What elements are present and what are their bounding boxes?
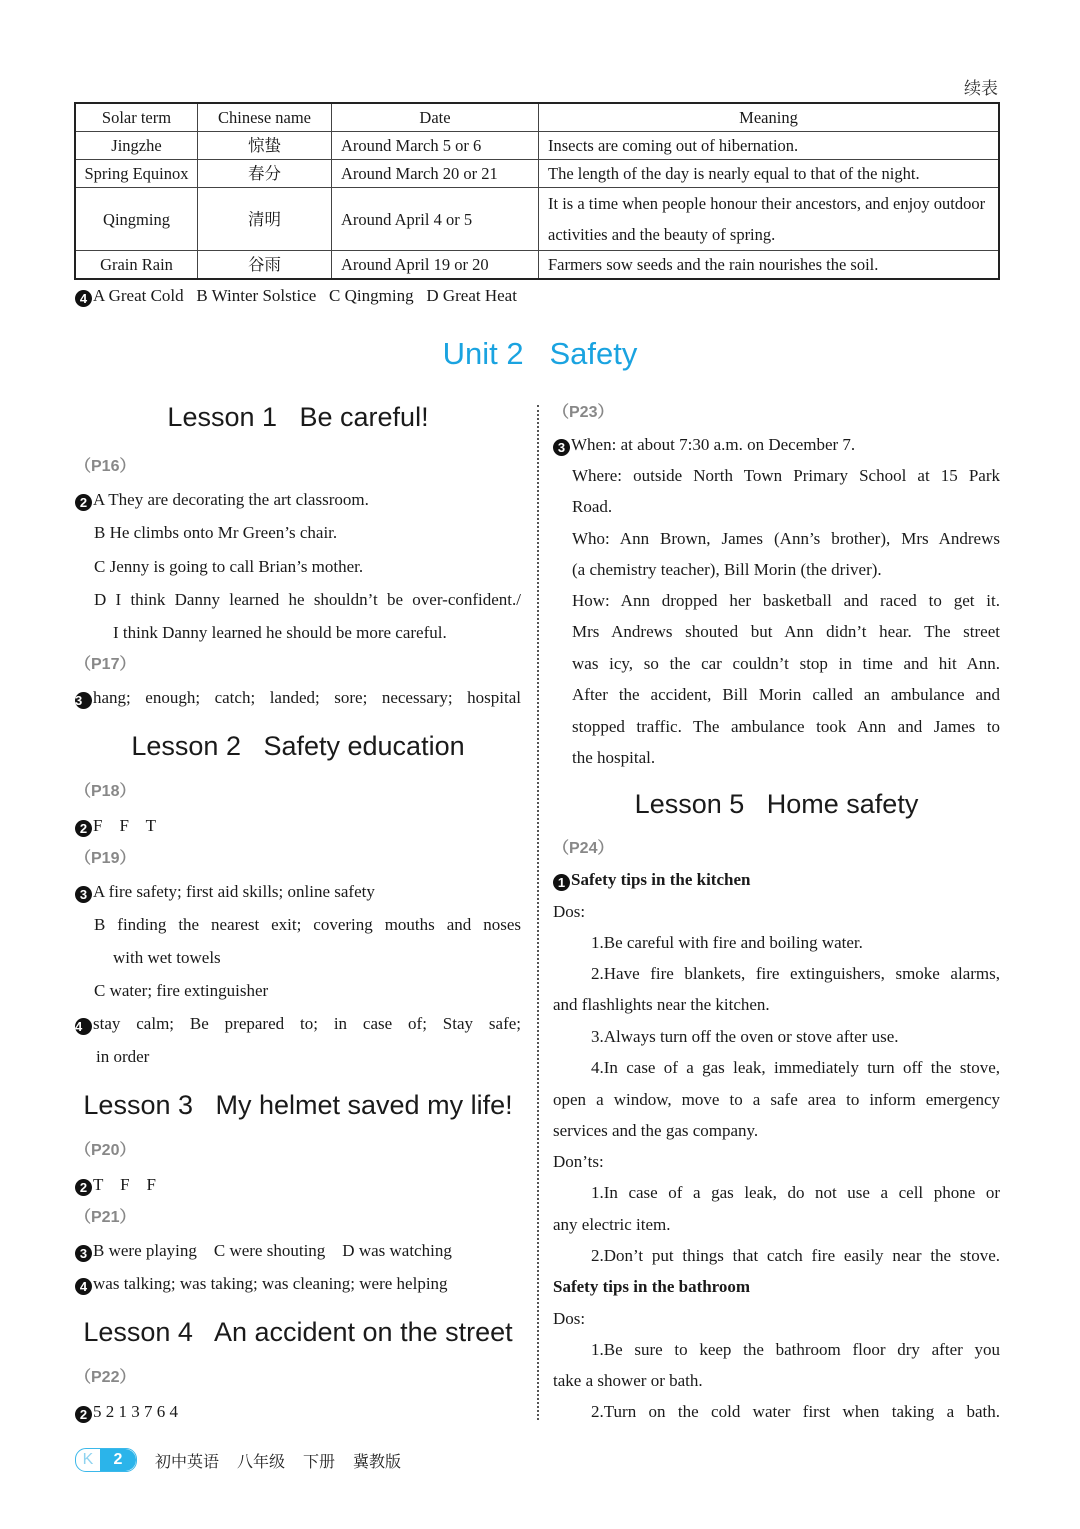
lesson-heading <box>553 787 1000 821</box>
line-text: was icy, so the car couldn’t stop in time and hit Ann. <box>572 654 1000 673</box>
answer-line <box>591 1025 1000 1049</box>
date-cell: Around April 19 or 20 <box>332 251 539 280</box>
line-text: Lesson 5 Home safety <box>634 789 919 819</box>
line-text: （P19） <box>75 850 136 867</box>
page-reference <box>75 455 521 479</box>
column-divider <box>537 405 539 1420</box>
number-marker: 4 <box>75 1278 92 1295</box>
answer-line <box>553 433 1000 457</box>
solar-term-cell: Qingming <box>75 188 198 251</box>
badge-letter: K <box>82 1451 94 1468</box>
line-text: Dos: <box>553 1309 586 1328</box>
chinese-name-cell: 春分 <box>198 160 332 188</box>
line-text: with wet towels <box>113 948 221 967</box>
answer-line <box>75 1272 521 1296</box>
answer-line <box>75 1400 521 1424</box>
number-marker: 3 <box>75 692 92 709</box>
line-text: stay calm; Be prepared to; in case of; Stay safe; <box>93 1014 521 1033</box>
line-text: （P17） <box>75 656 136 673</box>
line-text: B were playing C were shouting D was watching <box>93 1241 452 1260</box>
line-text: Safety tips in the kitchen <box>571 870 751 889</box>
line-text: in order <box>96 1047 150 1066</box>
line-text: 3.Always turn off the oven or stove after use. <box>591 1027 899 1046</box>
q4-answer: 4 A Great Cold B Winter Solstice C Qingming D Great Heat <box>75 284 517 308</box>
page-reference <box>75 780 521 804</box>
number-marker: 2 <box>75 1406 92 1423</box>
footer-grade: 八年级 <box>237 1453 286 1471</box>
footer-volume: 下册 <box>303 1453 336 1471</box>
line-text: A They are decorating the art classroom. <box>93 490 369 509</box>
chinese-name-cell: 惊蛰 <box>198 132 332 160</box>
page-reference <box>553 401 1000 425</box>
line-text: Safety tips in the bathroom <box>553 1277 751 1296</box>
line-text: （P21） <box>75 1209 136 1226</box>
line-text: （P20） <box>75 1142 136 1159</box>
continued-label: 续表 <box>964 79 998 98</box>
answer-line <box>75 686 521 710</box>
lesson-heading <box>75 1315 521 1349</box>
solar-term-cell: Grain Rain <box>75 251 198 280</box>
footer-book: 初中英语 <box>155 1453 220 1471</box>
line-text: A fire safety; first aid skills; online safety <box>93 882 375 901</box>
number-marker: 2 <box>75 494 92 511</box>
number-marker: 4 <box>75 290 92 307</box>
answer-line <box>553 868 1000 892</box>
answer-line <box>572 589 1000 613</box>
answer-line <box>75 1173 521 1197</box>
column-header: Chinese name <box>198 103 332 132</box>
line-text: Lesson 2 Safety education <box>131 731 465 761</box>
line-text: Dos: <box>553 902 586 921</box>
number-marker: 3 <box>553 439 570 456</box>
line-text: Lesson 3 My helmet saved my life! <box>83 1090 513 1120</box>
lesson-heading <box>75 1088 521 1122</box>
number-marker: 2 <box>75 1179 92 1196</box>
answer-line <box>553 1119 1000 1143</box>
line-text: Where: outside North Town Primary School at 15 Park <box>572 466 1000 485</box>
answer-line <box>553 1307 1000 1331</box>
page-reference <box>75 1206 521 1230</box>
number-marker: 4 <box>75 1018 92 1035</box>
line-text: C water; fire extinguisher <box>94 981 269 1000</box>
answer-line <box>553 1150 1000 1174</box>
number-marker: 1 <box>553 874 570 891</box>
line-text: services and the gas company. <box>553 1121 759 1140</box>
meaning-cell: Insects are coming out of hibernation. <box>539 132 1000 160</box>
date-cell: Around March 20 or 21 <box>332 160 539 188</box>
line-text: F F T <box>93 816 156 835</box>
line-text: After the accident, Bill Morin called an ambulance and <box>572 685 1000 704</box>
unit-title: Unit 2 Safety <box>442 336 638 371</box>
line-text: D I think Danny learned he shouldn’t be over-confident./ <box>94 590 521 609</box>
line-text: Road. <box>572 497 613 516</box>
line-text: （P18） <box>75 783 136 800</box>
footer <box>75 1448 401 1472</box>
line-text: 5 2 1 3 7 6 4 <box>93 1402 178 1421</box>
line-text: 2.Don’t put things that catch fire easily near the stove. <box>591 1246 1000 1265</box>
line-text: （P16） <box>75 458 136 475</box>
line-text: 1.Be sure to keep the bathroom floor dry after you <box>591 1340 1000 1359</box>
line-text: 2.Have fire blankets, fire extinguishers, smoke alarms, <box>591 964 1000 983</box>
answer-line <box>572 683 1000 707</box>
column-header: Solar term <box>75 103 198 132</box>
answer-line <box>96 1045 521 1069</box>
answer-line <box>75 1239 521 1263</box>
table-row <box>75 132 999 160</box>
solar-term-cell: Spring Equinox <box>75 160 198 188</box>
answer-line <box>591 962 1000 986</box>
answer-line <box>94 555 521 579</box>
line-text: open a window, move to a safe area to inform emergency <box>553 1090 1000 1109</box>
line-text: the hospital. <box>572 748 656 767</box>
answer-line <box>75 880 521 904</box>
lesson-heading <box>75 729 521 763</box>
line-text: 1.In case of a gas leak, do not use a cell phone or <box>591 1183 1000 1202</box>
meaning-cell: The length of the day is nearly equal to that of the night. <box>539 160 1000 188</box>
line-text: 1.Be careful with fire and boiling water. <box>591 933 863 952</box>
table-header-row <box>75 103 999 132</box>
answer-line <box>75 488 521 512</box>
line-text: 2.Turn on the cold water first when taking a bath. <box>591 1402 1000 1421</box>
line-text: How: Ann dropped her basketball and raced to get it. <box>572 591 1000 610</box>
answer-line <box>553 993 1000 1017</box>
answer-line <box>113 946 521 970</box>
answer-line <box>572 652 1000 676</box>
answer-line <box>591 1056 1000 1080</box>
answer-line <box>572 464 1000 488</box>
answer-line <box>94 588 521 612</box>
line-text: Lesson 1 Be careful! <box>167 402 429 432</box>
line-text: （P23） <box>553 404 614 421</box>
meaning-cell: It is a time when people honour their ancestors, and enjoy outdoor activities and the beauty of spring. <box>539 188 1000 251</box>
line-text: T F F <box>93 1175 156 1194</box>
number-marker: 3 <box>75 1245 92 1262</box>
number-marker: 3 <box>75 886 92 903</box>
answer-line <box>591 1400 1000 1424</box>
line-text: （P22） <box>75 1369 136 1386</box>
page-reference <box>553 837 1000 861</box>
table-row <box>75 251 999 280</box>
line-text: take a shower or bath. <box>553 1371 703 1390</box>
page-reference <box>75 653 521 677</box>
chinese-name-cell: 谷雨 <box>198 251 332 280</box>
footer-edition: 冀教版 <box>353 1453 402 1471</box>
column-header: Meaning <box>539 103 1000 132</box>
line-text: （P24） <box>553 840 614 857</box>
line-text: B He climbs onto Mr Green’s chair. <box>94 523 338 542</box>
meaning-cell: Farmers sow seeds and the rain nourishes the soil. <box>539 251 1000 280</box>
answer-line <box>553 1369 1000 1393</box>
answer-line <box>572 620 1000 644</box>
line-text: stopped traffic. The ambulance took Ann and James to <box>572 717 1000 736</box>
date-cell: Around April 4 or 5 <box>332 188 539 251</box>
line-text: B finding the nearest exit; covering mouths and noses <box>94 915 521 934</box>
lesson-heading <box>75 400 521 434</box>
answer-line <box>572 527 1000 551</box>
line-text: Who: Ann Brown, James (Ann’s brother), Mrs Andrews <box>572 529 1000 548</box>
number-marker: 2 <box>75 820 92 837</box>
answer-line <box>591 1181 1000 1205</box>
table-row <box>75 188 999 251</box>
line-text: Mrs Andrews shouted but Ann didn’t hear. The street <box>572 622 1000 641</box>
solar-term-cell: Jingzhe <box>75 132 198 160</box>
page-badge <box>75 1448 137 1472</box>
line-text: (a chemistry teacher), Bill Morin (the driver). <box>572 560 882 579</box>
line-text: C Jenny is going to call Brian’s mother. <box>94 557 364 576</box>
answer-line <box>94 913 521 937</box>
page-reference <box>75 1366 521 1390</box>
answer-line <box>591 1244 1000 1268</box>
answer-line <box>75 814 521 838</box>
page-reference <box>75 847 521 871</box>
page-reference <box>75 1139 521 1163</box>
chinese-name-cell: 清明 <box>198 188 332 251</box>
line-text: and flashlights near the kitchen. <box>553 995 770 1014</box>
answer-line <box>553 1213 1000 1237</box>
answer-line <box>553 1088 1000 1112</box>
answer-line <box>572 715 1000 739</box>
line-text: hang; enough; catch; landed; sore; necessary; hospital <box>93 688 521 707</box>
line-text: any electric item. <box>553 1215 671 1234</box>
line-text: When: at about 7:30 a.m. on December 7. <box>571 435 856 454</box>
answer-line <box>553 900 1000 924</box>
solar-terms-table <box>74 102 1000 280</box>
answer-line <box>591 931 1000 955</box>
line-text: Lesson 4 An accident on the street <box>83 1317 513 1347</box>
answer-line <box>572 495 1000 519</box>
line-text: was talking; was taking; was cleaning; were helping <box>93 1274 448 1293</box>
line-text: Don’ts: <box>553 1152 604 1171</box>
page-number: 2 <box>100 1449 136 1471</box>
date-cell: Around March 5 or 6 <box>332 132 539 160</box>
line-text: 4.In case of a gas leak, immediately turn off the stove, <box>591 1058 1000 1077</box>
answer-line <box>591 1338 1000 1362</box>
answer-line <box>113 621 521 645</box>
answer-line <box>572 746 1000 770</box>
line-text: I think Danny learned he should be more careful. <box>113 623 447 642</box>
answer-line <box>94 521 521 545</box>
answer-line <box>94 979 521 1003</box>
table-row <box>75 160 999 188</box>
answer-line <box>572 558 1000 582</box>
answer-line <box>553 1275 1000 1299</box>
column-header: Date <box>332 103 539 132</box>
answer-line <box>75 1012 521 1036</box>
